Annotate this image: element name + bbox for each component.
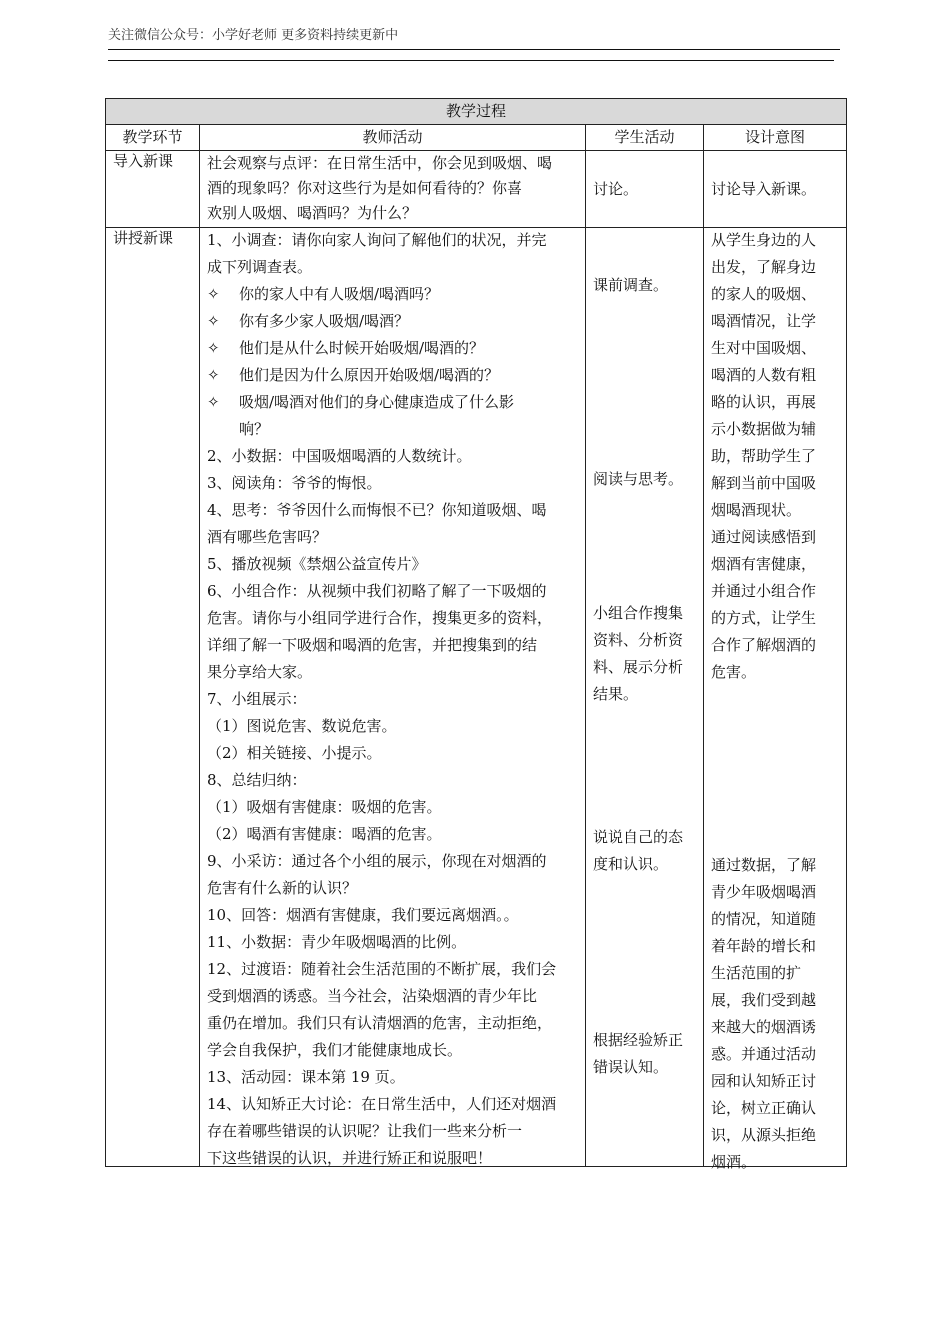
teacher-step: 9、小采访：通过各个小组的展示，你现在对烟酒的 [207,852,547,870]
diamond-bullet-icon: ✧ [207,366,220,384]
survey-question: ✧ 你有多少家人吸烟/喝酒？ [207,308,581,335]
student-activity: 课前调查。 [593,276,669,294]
design-intent-line: 识，从源头拒绝 [711,1126,817,1144]
teacher-step: 受到烟酒的诱惑。当今社会，沾染烟酒的青少年比 [207,987,538,1005]
diamond-bullet-icon: ✧ [207,339,220,357]
table-row-intro [106,151,847,228]
design-intent-line: 的情况，知道随 [711,910,817,928]
design-intent-line: 烟酒。 [711,1153,757,1171]
design-intent-line: 并通过小组合作 [711,582,817,600]
design-intent-line: 示小数据做为辅 [711,420,817,438]
student-activity: 料、展示分析 [593,658,684,676]
teaching-process-table [105,98,847,1171]
student-activity: 错误认知。 [593,1058,669,1076]
teacher-step: 3、阅读角：爷爷的悔恨。 [207,474,382,492]
design-intent-line: 喝酒情况，让学 [711,312,817,330]
teacher-step: 1、小调查：请你向家人询问了解他们的状况，并完 [207,231,547,249]
design-intent-line: 来越大的烟酒诱 [711,1018,817,1036]
design-intent-line: 的方式，让学生 [711,609,817,627]
design-intent-line: 青少年吸烟喝酒 [711,883,817,901]
student-activity: 说说自己的态 [593,828,684,846]
design-intent-line: 喝酒的人数有粗 [711,366,817,384]
survey-question: ✧ 他们是因为什么原因开始吸烟/喝酒的？ [207,362,581,389]
stage-intro: 导入新课 [106,151,200,228]
teacher-step: 果分享给大家。 [207,663,313,681]
column-header-stage: 教学环节 [106,125,200,151]
lesson-teacher-activity [200,228,586,1167]
student-activity: 根据经验矫正 [593,1031,684,1049]
teacher-step: 14、认知矫正大讨论：在日常生活中，人们还对烟酒 [207,1095,557,1113]
design-intent-line: 略的认识，再展 [711,393,817,411]
survey-question: ✧ 你的家人中有人吸烟/喝酒吗？ [207,281,581,308]
design-intent-line: 通过阅读感悟到 [711,528,817,546]
teacher-step: 6、小组合作：从视频中我们初略了解了一下吸烟的 [207,582,547,600]
header-divider [108,60,834,61]
intro-teacher-activity [200,151,586,228]
design-intent-line: 生对中国吸烟、 [711,339,817,357]
diamond-bullet-icon: ✧ [207,285,220,303]
teacher-step: 4、思考：爷爷因什么而悔恨不已？你知道吸烟、喝 [207,501,547,519]
student-activity: 资料、分析资 [593,631,684,649]
student-activity: 小组合作搜集 [593,604,684,622]
design-intent-line: 合作了解烟酒的 [711,636,817,654]
student-activity: 阅读与思考。 [593,470,684,488]
teacher-step: 7、小组展示： [207,690,307,708]
table-title: 教学过程 [106,99,847,125]
column-header-student: 学生活动 [586,125,704,151]
table-row-lesson [106,228,847,1167]
teacher-substep: （1）图说危害、数说危害。 [207,717,397,735]
teacher-step: 危害。请你与小组同学进行合作，搜集更多的资料， [207,609,553,627]
intro-student-activity: 讨论。 [586,151,704,228]
design-intent-line: 助，帮助学生了 [711,447,817,465]
teacher-step: 下这些错误的认识，并进行矫正和说服吧！ [207,1149,493,1167]
teacher-step: 11、小数据：青少年吸烟喝酒的比例。 [207,933,467,951]
student-activity: 度和认识。 [593,855,669,873]
survey-question: ✧ 他们是从什么时候开始吸烟/喝酒的？ [207,335,581,362]
design-intent-block-1 [711,227,842,686]
teacher-step: 13、活动园：课本第 19 页。 [207,1068,405,1086]
column-header-teacher: 教师活动 [200,125,586,151]
teacher-substep: （2）相关链接、小提示。 [207,744,382,762]
design-intent-line: 通过数据，了解 [711,856,817,874]
column-header-design: 设计意图 [704,125,847,151]
teacher-step: 5、播放视频《禁烟公益宣传片》 [207,555,427,573]
teacher-substep: （1）吸烟有害健康：吸烟的危害。 [207,798,442,816]
teacher-step: 酒有哪些危害吗？ [207,528,328,546]
stage-lesson: 讲授新课 [106,228,200,1167]
teacher-step: 危害有什么新的认识？ [207,879,358,897]
diamond-bullet-icon: ✧ [207,312,220,330]
survey-question: ✧ 吸烟/喝酒对他们的身心健康造成了什么影 [207,389,581,416]
intro-teacher-line: 酒的现象吗？你对这些行为是如何看待的？你喜 [207,179,523,197]
diamond-bullet-icon: ✧ [207,393,220,411]
design-intent-line: 生活范围的扩 [711,964,802,982]
design-intent-line: 从学生身边的人 [711,231,817,249]
design-intent-line: 出发，了解身边 [711,258,817,276]
teacher-step: 2、小数据：中国吸烟喝酒的人数统计。 [207,447,472,465]
design-intent-line: 着年龄的增长和 [711,937,817,955]
design-intent-line: 解到当前中国吸 [711,474,817,492]
design-intent-line: 的家人的吸烟、 [711,285,817,303]
design-intent-line: 惑。并通过活动 [711,1045,817,1063]
page-header-note: 关注微信公众号：小学好老师 更多资料持续更新中 [108,24,840,50]
design-intent-line: 烟酒有害健康， [711,555,817,573]
teacher-step: 10、回答：烟酒有害健康，我们要远离烟酒。。 [207,906,519,924]
teacher-step: 12、过渡语：随着社会生活范围的不断扩展，我们会 [207,960,557,978]
design-intent-line: 园和认知矫正讨 [711,1072,817,1090]
survey-question-cont: 响？ [239,420,270,438]
lesson-design-intent [704,228,847,1171]
design-intent-line: 论，树立正确认 [711,1099,817,1117]
teacher-step: 存在着哪些错误的认识呢？让我们一些来分析一 [207,1122,523,1140]
design-intent-line: 展，我们受到越 [711,991,817,1009]
lesson-student-activity [586,228,704,1167]
teacher-step: 重仍在增加。我们只有认清烟酒的危害，主动拒绝， [207,1014,553,1032]
teacher-substep: （2）喝酒有害健康：喝酒的危害。 [207,825,442,843]
design-intent-line: 危害。 [711,663,757,681]
teacher-step: 详细了解一下吸烟和喝酒的危害，并把搜集到的结 [207,636,538,654]
design-intent-line: 烟喝酒现状。 [711,501,802,519]
design-intent-block-2 [711,852,842,1176]
intro-teacher-line: 欢别人吸烟、喝酒吗？为什么？ [207,204,418,222]
teacher-step: 学会自我保护，我们才能健康地成长。 [207,1041,463,1059]
intro-teacher-line: 社会观察与点评：在日常生活中，你会见到吸烟、喝 [207,154,553,172]
table-header-row [106,125,847,151]
intro-design-intent: 讨论导入新课。 [704,151,847,228]
teacher-step: 成下列调查表。 [207,258,313,276]
teacher-step: 8、总结归纳： [207,771,307,789]
student-activity: 结果。 [593,685,639,703]
